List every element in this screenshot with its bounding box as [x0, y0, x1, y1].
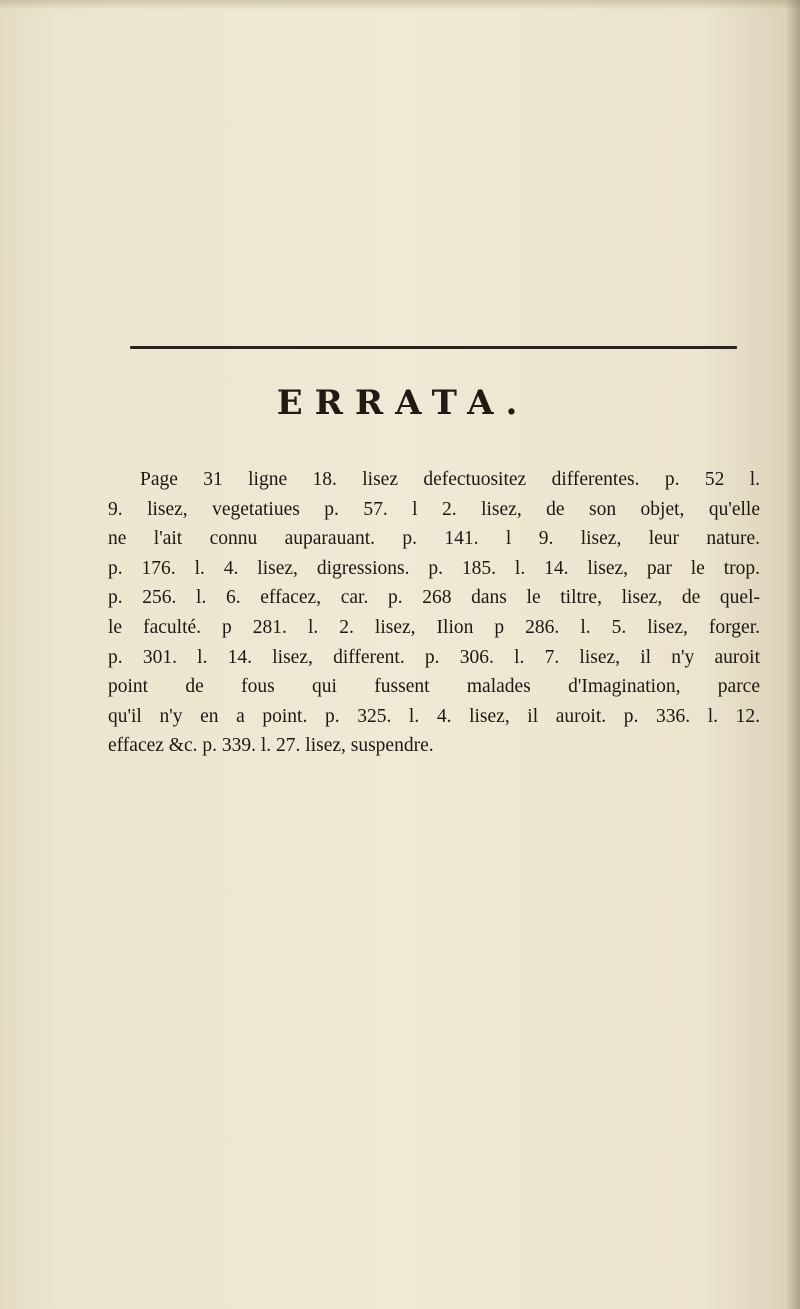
errata-line-3: ne l'ait connu auparauant. p. 141. l 9. lisez, leur nature.: [108, 528, 760, 550]
errata-line-5: p. 256. l. 6. effacez, car. p. 268 dans le tiltre, lisez, de quel-: [108, 587, 760, 609]
page-spine-shadow: [786, 0, 800, 1309]
errata-line-1: Page 31 ligne 18. lisez defectuositez differentes. p. 52 l.: [140, 469, 760, 490]
errata-line-8: point de fous qui fussent malades d'Imagination, parce: [108, 676, 760, 698]
horizontal-rule: [130, 346, 737, 349]
errata-line-2: 9. lisez, vegetatiues p. 57. l 2. lisez, de son objet, qu'elle: [108, 498, 760, 520]
errata-line-7: p. 301. l. 14. lisez, different. p. 306. l. 7. lisez, il n'y auroit: [108, 646, 760, 668]
errata-line-9: qu'il n'y en a point. p. 325. l. 4. lisez, il auroit. p. 336. l. 12.: [108, 705, 760, 727]
errata-line-4: p. 176. l. 4. lisez, digressions. p. 185. l. 14. lisez, par le trop.: [108, 557, 760, 579]
errata-text: [108, 465, 760, 761]
errata-heading: ERRATA.: [276, 383, 530, 423]
errata-line-6: le faculté. p 281. l. 2. lisez, Ilion p 286. l. 5. lisez, forger.: [108, 616, 760, 638]
errata-line-10: effacez &c. p. 339. l. 27. lisez, suspendre.: [108, 735, 434, 757]
page-top-edge-shadow: [0, 0, 800, 10]
